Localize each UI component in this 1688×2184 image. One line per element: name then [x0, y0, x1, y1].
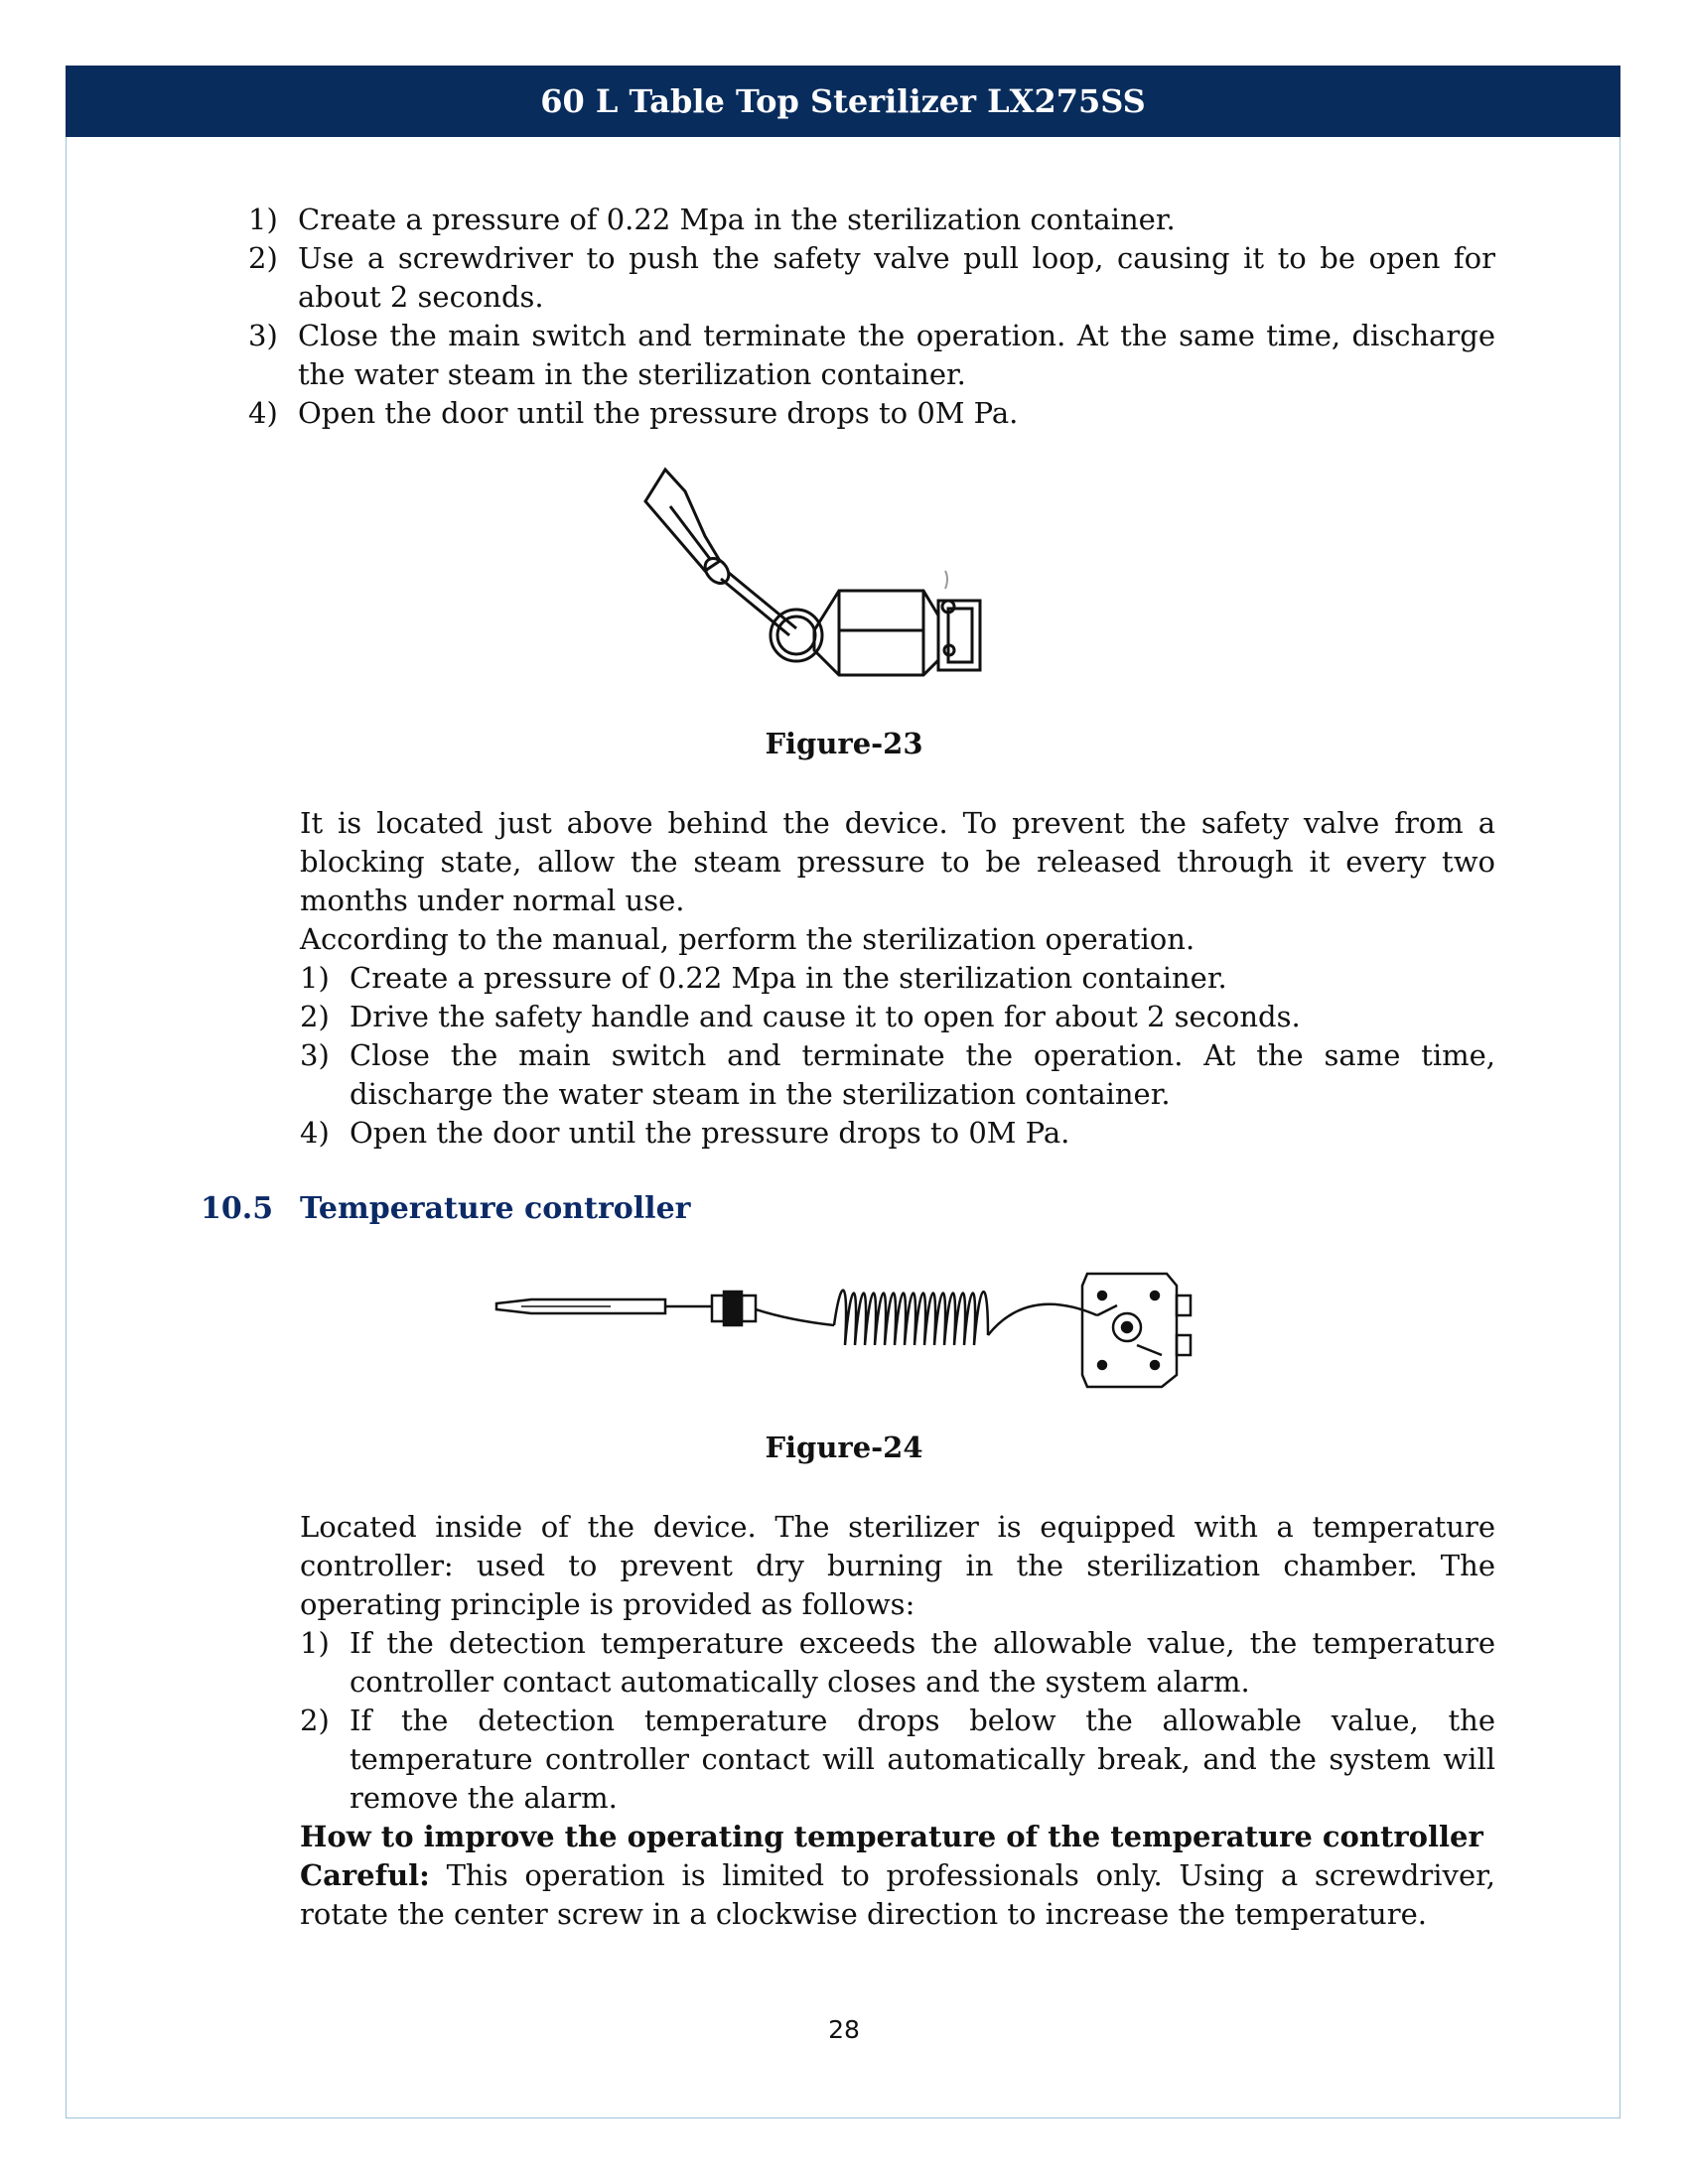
list-text: Open the door until the pressure drops to 0M Pa.: [350, 1116, 1070, 1150]
careful-note: [300, 1856, 1495, 1934]
list-item: [300, 998, 1495, 1036]
figure-caption-24: Figure-24: [765, 1431, 923, 1464]
section-title: Temperature controller: [300, 1191, 691, 1226]
list-text: If the detection temperature drops below the allowable value, the temperature controller contact will automatically break, and the system will remove the alarm.: [350, 1704, 1495, 1815]
safety-valve-paragraph: [300, 804, 1495, 1153]
list-item: [248, 394, 1495, 433]
temperature-controller-illustration: [492, 1266, 1206, 1395]
list-number: 2): [300, 1000, 330, 1033]
list-number: 3): [300, 1038, 330, 1072]
list-number: 1): [300, 1626, 330, 1660]
page-number: 28: [828, 2015, 860, 2044]
list-number: 4): [248, 396, 278, 430]
section-number: 10.5: [201, 1191, 274, 1226]
list-number: 4): [300, 1116, 330, 1150]
paragraph-principle: Located inside of the device. The sterilizer is equipped with a temperature controller: used to prevent dry burning in the sterilization chamber. The operating principle is provided as follows:: [300, 1510, 1495, 1621]
page-header-title: 60 L Table Top Sterilizer LX275SS: [66, 66, 1620, 137]
list-item: [300, 1114, 1495, 1153]
numbered-list-safety-valve: [248, 201, 1495, 433]
list-item: [300, 1624, 1495, 1702]
list-text: Create a pressure of 0.22 Mpa in the sterilization container.: [350, 961, 1227, 995]
list-item: [300, 1702, 1495, 1818]
list-number: 2): [248, 241, 278, 275]
list-number: 2): [300, 1704, 330, 1737]
list-text: Use a screwdriver to push the safety valve pull loop, causing it to be open for about 2 seconds.: [298, 241, 1495, 314]
list-number: 3): [248, 319, 278, 352]
list-number: 1): [248, 203, 278, 236]
paragraph-location: It is located just above behind the device. To prevent the safety valve from a blocking state, allow the steam pressure to be released through it every two months under normal use.: [300, 806, 1495, 917]
temperature-controller-paragraph: [300, 1508, 1495, 1818]
list-item: [248, 239, 1495, 317]
careful-label: Careful:: [300, 1858, 430, 1892]
list-item: [300, 959, 1495, 998]
list-text: Create a pressure of 0.22 Mpa in the sterilization container.: [298, 203, 1176, 236]
list-number: 1): [300, 961, 330, 995]
howto-block: [300, 1818, 1495, 1934]
section-heading: [201, 1191, 690, 1226]
list-item: [248, 201, 1495, 239]
list-text: Drive the safety handle and cause it to open for about 2 seconds.: [350, 1000, 1301, 1033]
safety-valve-illustration: [626, 462, 1023, 680]
list-text: Open the door until the pressure drops to 0M Pa.: [298, 396, 1019, 430]
list-item: [300, 1036, 1495, 1114]
list-text: If the detection temperature exceeds the allowable value, the temperature controller contact automatically closes and the system alarm.: [350, 1626, 1495, 1699]
list-text: Close the main switch and terminate the operation. At the same time, discharge the water steam in the sterilization container.: [298, 319, 1495, 391]
paragraph-manual: According to the manual, perform the sterilization operation.: [300, 922, 1196, 956]
careful-text: This operation is limited to professionals only. Using a screwdriver, rotate the center screw in a clockwise direction to increase the temperature.: [300, 1858, 1495, 1931]
list-text: Close the main switch and terminate the operation. At the same time, discharge the water steam in the sterilization container.: [350, 1038, 1495, 1111]
figure-caption-23: Figure-23: [765, 727, 923, 760]
list-item: [248, 317, 1495, 394]
howto-heading: How to improve the operating temperature of the temperature controller: [300, 1820, 1483, 1853]
